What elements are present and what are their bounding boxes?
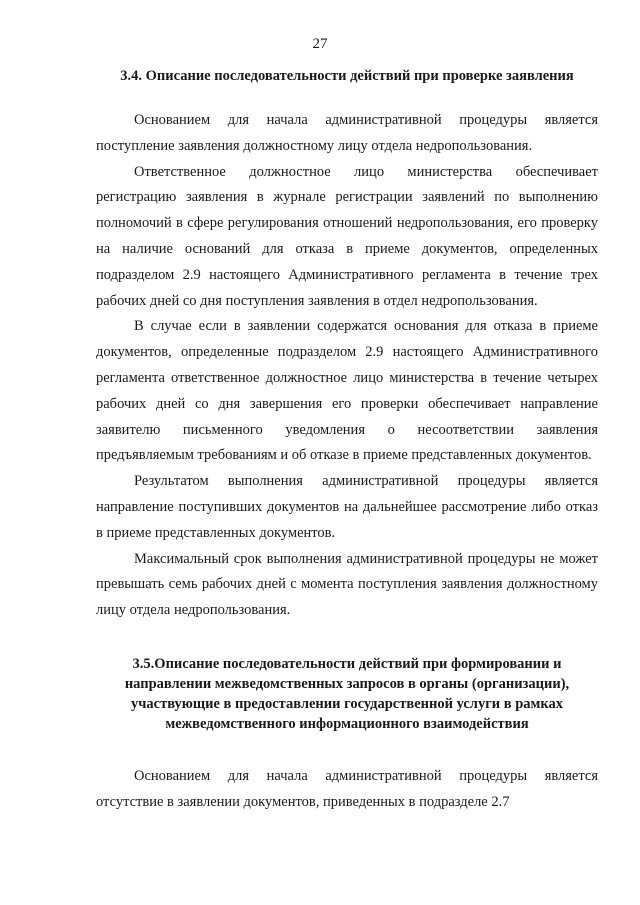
section-3-5 <box>96 654 598 816</box>
paragraph: Основанием для начала административной процедуры является поступление заявления должностному лицу отдела недропользования. <box>96 112 598 154</box>
paragraph: В случае если в заявлении содержатся основания для отказа в приеме документов, определенные подразделом 2.9 настоящего Административного регламента ответственное должностное лицо министерства в течение четырех рабочих дней со дня завершения его проверки обеспечивает направление заявителю письменного уведомления о несоответствии заявления предъявляемым требованиям и об отказе в приеме представленных документов. <box>96 318 598 464</box>
page-content <box>96 66 598 816</box>
section-title: 3.4. Описание последовательности действий при проверке заявления <box>120 68 574 84</box>
section-title: 3.5.Описание последовательности действий при формировании и направлении межведомственных запросов в органы (организации), участвующие в предоставлении государственной услуги в рамках межведомственного информационного взаимодействия <box>124 655 570 732</box>
page-number: 27 <box>312 36 328 52</box>
paragraph: Максимальный срок выполнения административной процедуры не может превышать семь рабочих дней с момента поступления заявления должностному лицу отдела недропользования. <box>96 550 598 619</box>
paragraph: Результатом выполнения административной процедуры является направление поступивших документов на дальнейшее рассмотрение либо отказ в приеме представленных документов. <box>96 473 598 541</box>
paragraph: Ответственное должностное лицо министерства обеспечивает регистрацию заявления в журнале регистрации заявлений по выполнению полномочий в сфере регулирования отношений недропользования, его проверку на наличие оснований для отказа в приеме документов, определенных подразделом 2.9 настоящего Административного регламента в течение трех рабочих дней со дня поступления заявления в отдел недропользования. <box>96 163 598 309</box>
paragraph: Основанием для начала административной процедуры является отсутствие в заявлении документов, приведенных в подразделе 2.7 <box>96 767 598 810</box>
section-3-4 <box>96 66 598 624</box>
